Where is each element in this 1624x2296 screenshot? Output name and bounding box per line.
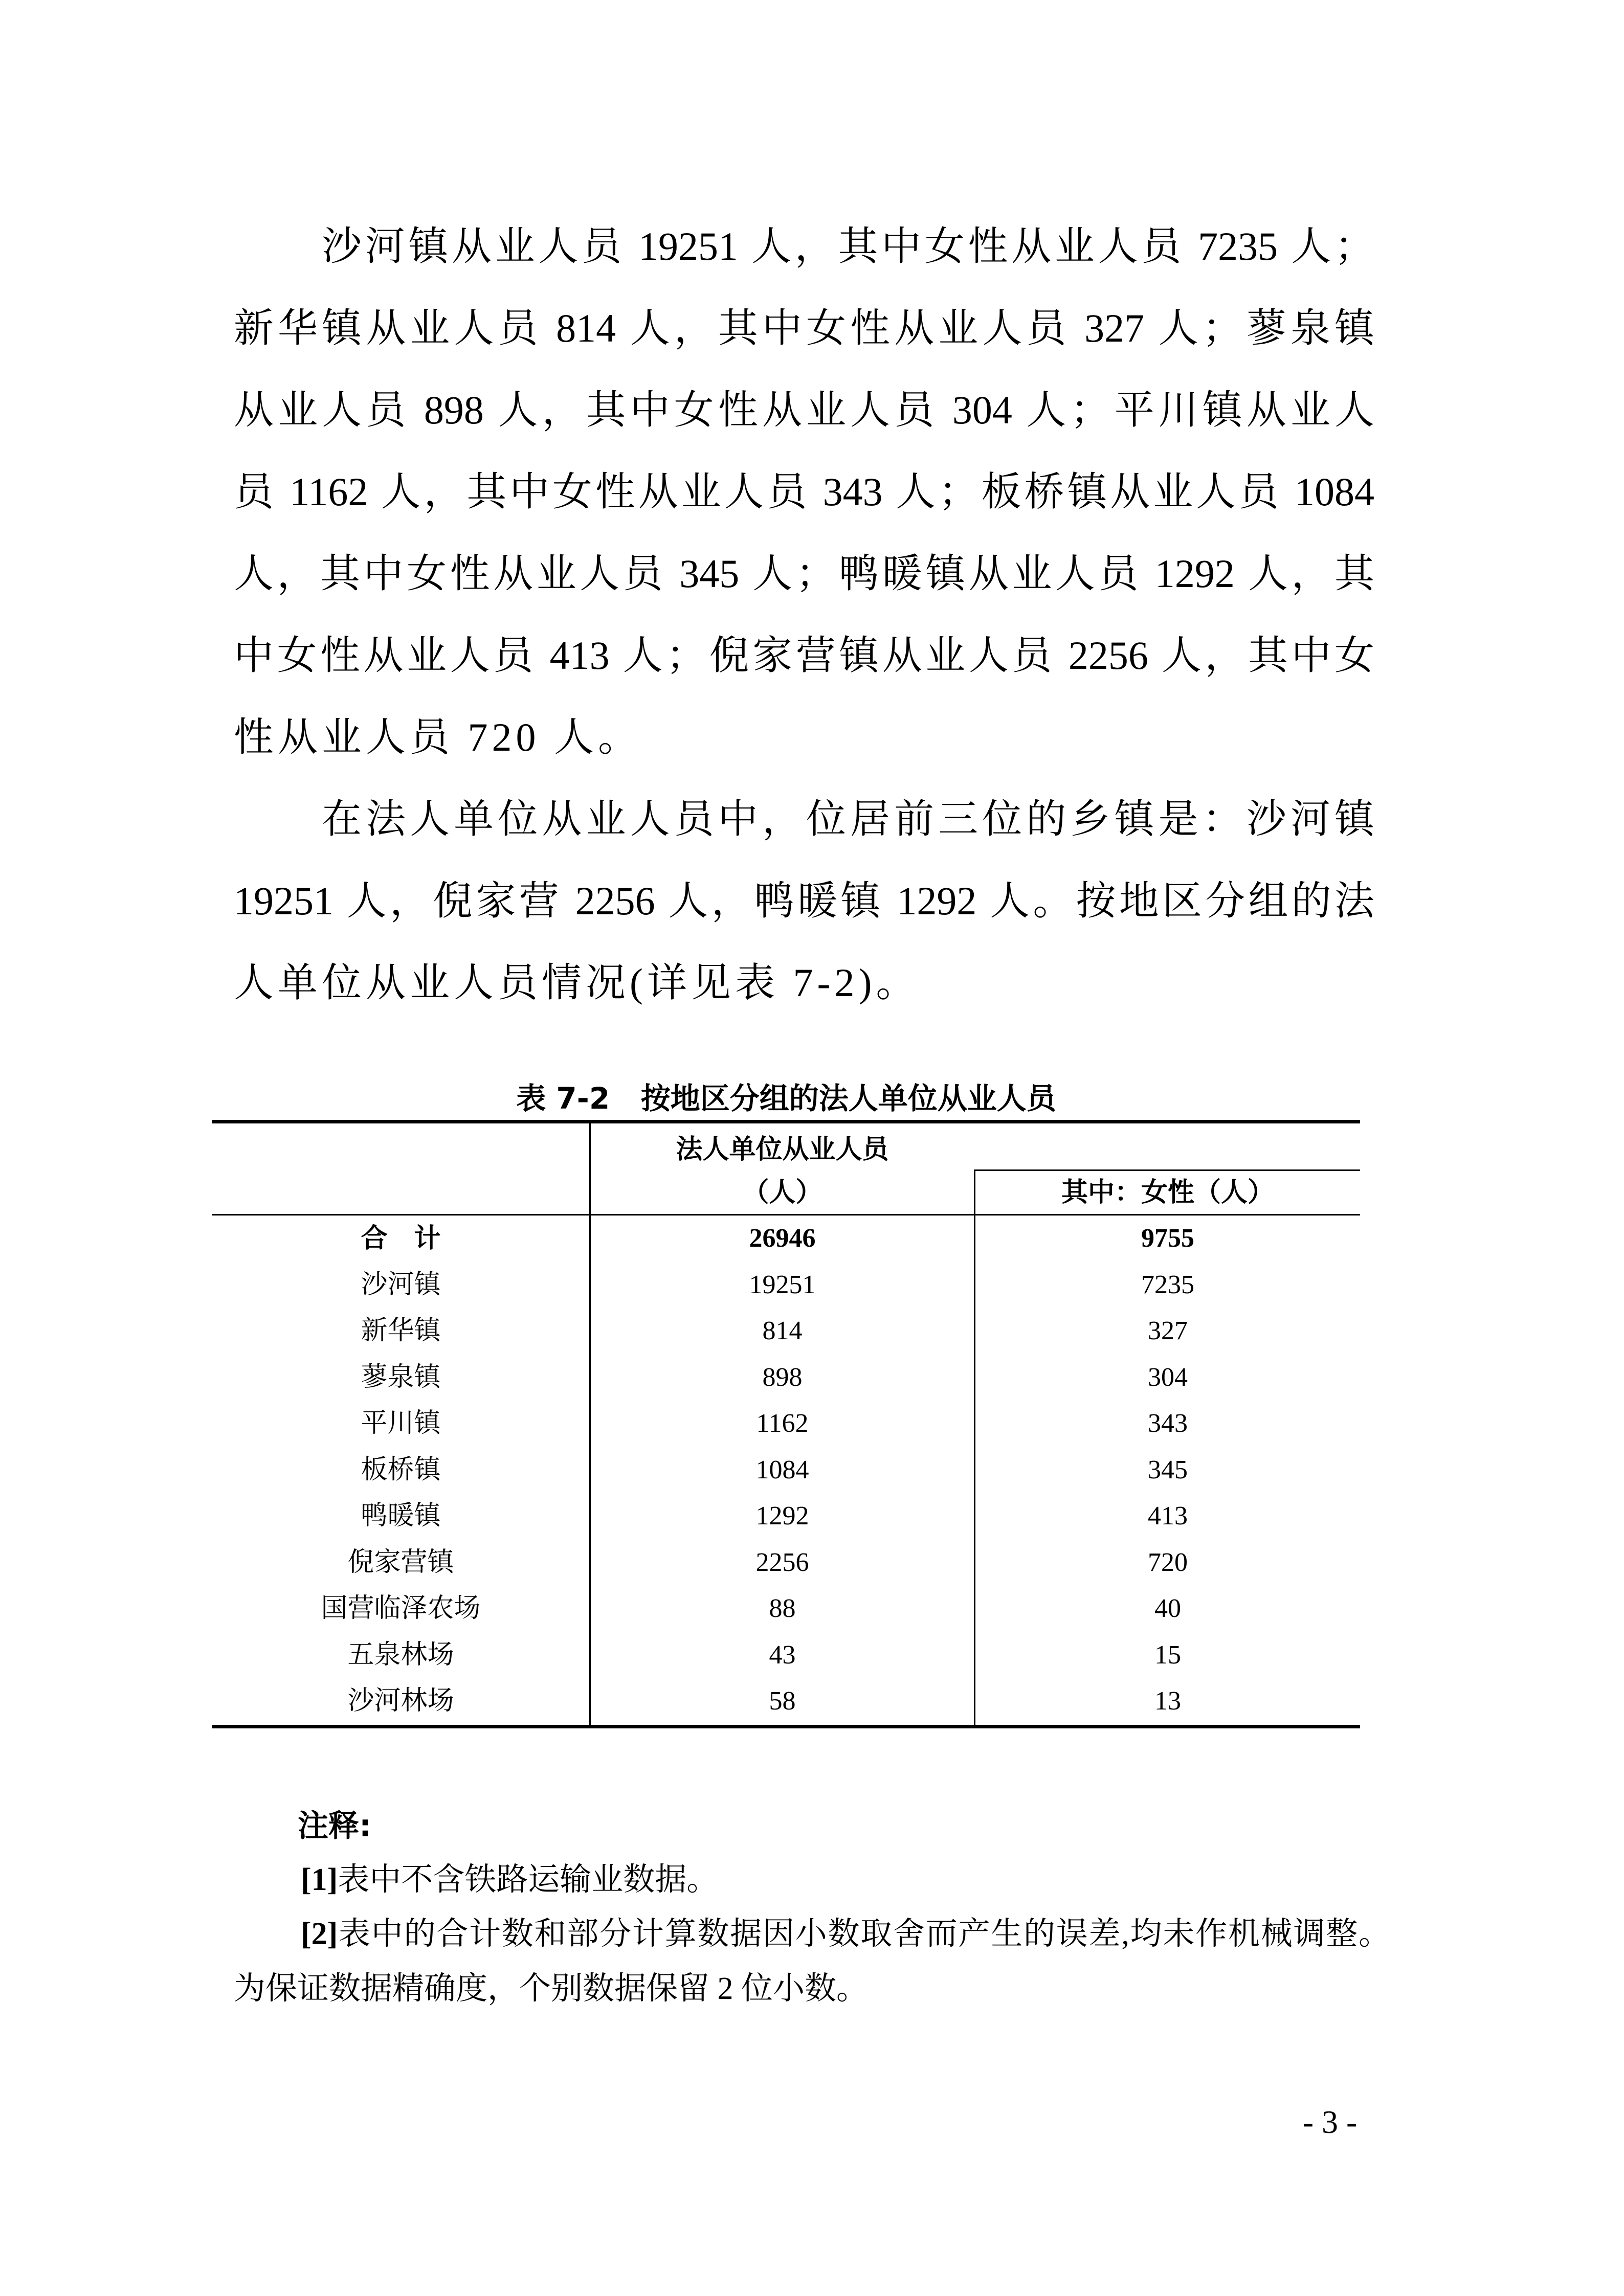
employees-value: 1084	[755, 1455, 809, 1484]
female-value: 304	[1148, 1362, 1188, 1392]
note-text: 表中的合计数和部分计算数据因小数取舍而产生的误差,均未作机械调整。	[338, 1917, 1390, 1951]
female-value: 343	[1148, 1409, 1188, 1438]
table-row	[212, 1678, 1360, 1725]
region-name: 蓼泉镇	[361, 1362, 441, 1392]
employees-value: 19251	[749, 1270, 816, 1299]
region-name: 国营临泽农场	[321, 1594, 481, 1623]
table-row-total	[212, 1215, 1360, 1262]
body-line: 性从业人员 720 人。	[234, 715, 642, 759]
female-value: 13	[1154, 1686, 1181, 1716]
note-2	[301, 1916, 1390, 1952]
table-row	[212, 1586, 1360, 1632]
table-row	[212, 1447, 1360, 1494]
note-text: 表中不含铁路运输业数据。	[338, 1862, 719, 1897]
body-line: 员 1162 人，其中女性从业人员 343 人；板桥镇从业人员 1084	[234, 469, 1374, 514]
table-row	[212, 1401, 1360, 1447]
table-top-rule	[212, 1120, 1360, 1123]
body-line: 新华镇从业人员 814 人，其中女性从业人员 327 人；蓼泉镇	[234, 306, 1374, 350]
note-marker: [1]	[301, 1862, 338, 1897]
employees-value: 1162	[756, 1409, 809, 1438]
employees-value: 814	[762, 1316, 803, 1345]
female-value: 327	[1148, 1316, 1188, 1345]
note-marker: [2]	[301, 1917, 338, 1951]
column-header-employees-unit: （人）	[742, 1177, 822, 1208]
employment-by-region-table	[212, 1120, 1360, 1728]
body-line: 人，其中女性从业人员 345 人；鸭暖镇从业人员 1292 人，其	[234, 551, 1374, 596]
body-line: 在法人单位从业人员中，位居前三位的乡镇是：沙河镇	[322, 797, 1374, 841]
region-name: 新华镇	[361, 1316, 441, 1345]
note-1	[301, 1862, 718, 1898]
female-value: 345	[1148, 1455, 1188, 1484]
page-number: - 3 -	[1302, 2104, 1358, 2140]
column-header-employees: 法人单位从业人员	[676, 1134, 889, 1165]
region-name: 合 计	[361, 1223, 441, 1254]
table-subheader-rule	[974, 1169, 1360, 1171]
employees-value: 43	[769, 1640, 796, 1670]
table-row	[212, 1632, 1360, 1679]
female-value: 413	[1148, 1501, 1188, 1530]
employees-value: 26946	[749, 1224, 816, 1253]
region-name: 沙河镇	[361, 1270, 441, 1299]
notes-title: 注释:	[298, 1808, 371, 1844]
region-name: 平川镇	[361, 1409, 441, 1438]
region-name: 五泉林场	[347, 1640, 454, 1670]
region-name: 沙河林场	[347, 1686, 454, 1716]
body-line: 19251 人，倪家营 2256 人，鸭暖镇 1292 人。按地区分组的法	[234, 879, 1374, 923]
region-name: 板桥镇	[361, 1455, 441, 1484]
table-row	[212, 1493, 1360, 1540]
table-row	[212, 1308, 1360, 1355]
body-line: 从业人员 898 人，其中女性从业人员 304 人；平川镇从业人	[234, 388, 1374, 432]
body-line: 沙河镇从业人员 19251 人，其中女性从业人员 7235 人；	[322, 224, 1374, 268]
table-caption: 表 7-2 按地区分组的法人单位从业人员	[516, 1081, 1056, 1116]
employees-value: 88	[769, 1594, 796, 1623]
female-value: 720	[1148, 1547, 1188, 1577]
body-line: 中女性从业人员 413 人；倪家营镇从业人员 2256 人，其中女	[234, 633, 1374, 678]
employees-value: 898	[762, 1362, 803, 1392]
female-value: 40	[1154, 1594, 1181, 1623]
table-row	[212, 1262, 1360, 1309]
employees-value: 2256	[755, 1547, 809, 1577]
employees-value: 1292	[755, 1501, 809, 1530]
region-name: 鸭暖镇	[361, 1501, 441, 1530]
table-body	[212, 1215, 1360, 1725]
table-row	[212, 1540, 1360, 1586]
female-value: 9755	[1141, 1224, 1194, 1253]
body-line: 人单位从业人员情况(详见表 7-2)。	[234, 960, 920, 1005]
table-bottom-rule	[212, 1725, 1360, 1728]
female-value: 15	[1154, 1640, 1181, 1670]
region-name: 倪家营镇	[347, 1547, 454, 1577]
note-2-continuation: 为保证数据精确度，个别数据保留 2 位小数。	[234, 1971, 869, 2006]
female-value: 7235	[1141, 1270, 1194, 1299]
employees-value: 58	[769, 1686, 796, 1716]
column-header-female: 其中：女性（人）	[1061, 1177, 1274, 1208]
table-row	[212, 1355, 1360, 1401]
